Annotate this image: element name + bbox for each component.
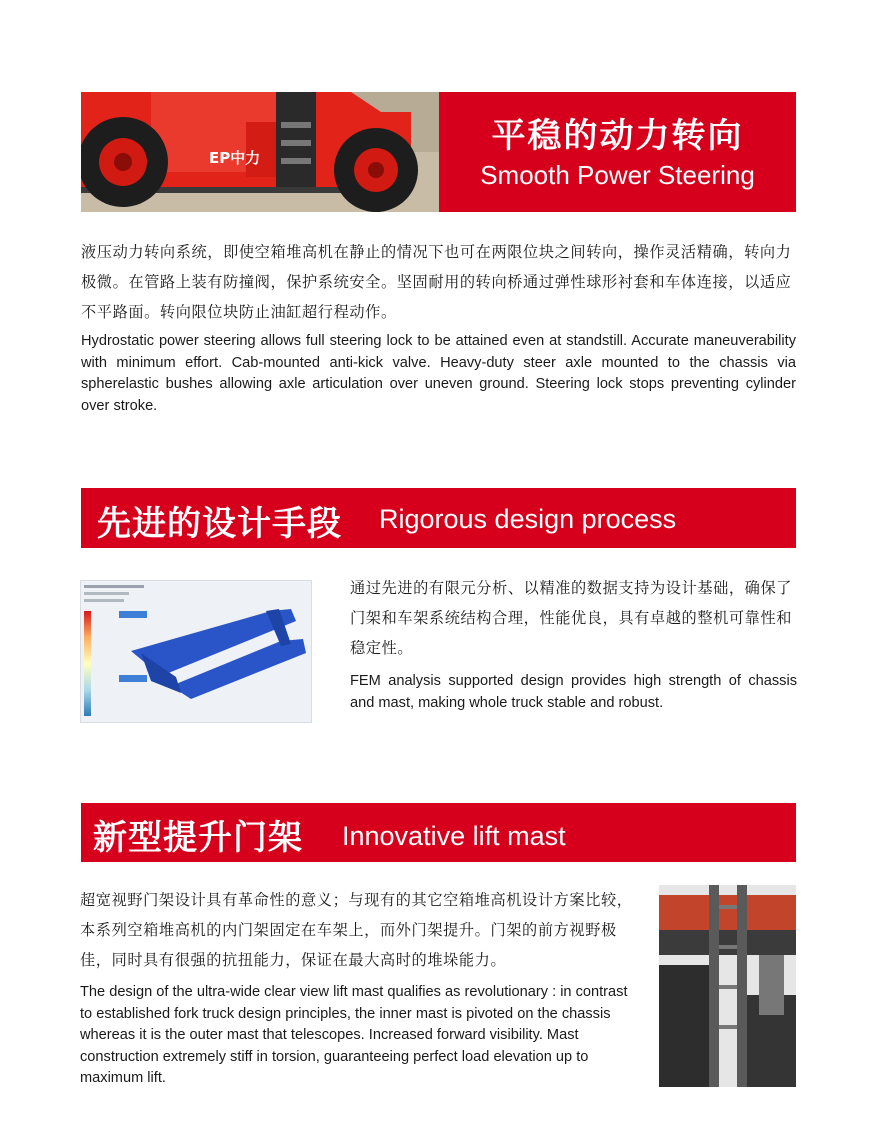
section2-title-zh: 先进的设计手段 xyxy=(97,504,342,544)
lift-mast-photo xyxy=(659,885,796,1087)
section3-title-banner xyxy=(81,803,796,862)
section1-title-en: Smooth Power Steering xyxy=(480,160,755,190)
section1-body-zh: 液压动力转向系统，即使空箱堆高机在静止的情况下也可在两限位块之间转向，操作灵活精确，转向力极微。在管路上装有防撞阀，保护系统安全。坚固耐用的转向桥通过弹性球形衬套和车体连接，以适应不平路面。转向限位块防止油缸超行程动作。 xyxy=(81,243,792,321)
section2-body-en: FEM analysis supported design provides high strength of chassis and mast, making whole truck stable and robust. xyxy=(350,673,797,711)
section2-body-zh: 通过先进的有限元分析、以精准的数据支持为设计基础，确保了门架和车架系统结构合理，性能优良，具有卓越的整机可靠性和稳定性。 xyxy=(350,579,793,657)
section1-body-en: Hydrostatic power steering allows full steering lock to be attained even at standstill. Accurate maneuverability with minimum effort. Cab-mounted anti-kick valve. Heavy-duty steer axle mounted to the chassis via spherelastic bushes allowing axle articulation over uneven ground. Steering lock stops preventing cylinder over stroke. xyxy=(81,333,796,414)
section3-title-en: Innovative lift mast xyxy=(342,821,566,851)
brand-logo: EP中力 xyxy=(209,149,261,167)
section3-title-zh: 新型提升门架 xyxy=(93,818,303,858)
lift-mast-illustration xyxy=(659,885,796,1087)
fem-model-illustration xyxy=(81,581,312,723)
section2-title-banner xyxy=(81,488,796,548)
section1-title-banner xyxy=(439,92,796,212)
section2-title-en: Rigorous design process xyxy=(379,504,677,534)
fem-analysis-image xyxy=(80,580,312,723)
forklift-photo xyxy=(81,92,439,212)
section1-title-zh: 平稳的动力转向 xyxy=(491,116,744,156)
section3-body-zh: 超宽视野门架设计具有革命性的意义；与现有的其它空箱堆高机设计方案比较，本系列空箱堆高机的内门架固定在车架上，而外门架提升。门架的前方视野极佳，同时具有很强的抗扭能力，保证在最大高时的堆垛能力。 xyxy=(80,891,633,969)
section3-body-en: The design of the ultra-wide clear view lift mast qualifies as revolutionary : in contrast to established fork truck design principles, the inner mast is pivoted on the chassis whereas it is the outer mast that telescopes. Increased forward visibility. Mast construction extremely stiff in torsion, guaranteeing perfect load elevation up to maximum lift. xyxy=(80,984,628,1086)
